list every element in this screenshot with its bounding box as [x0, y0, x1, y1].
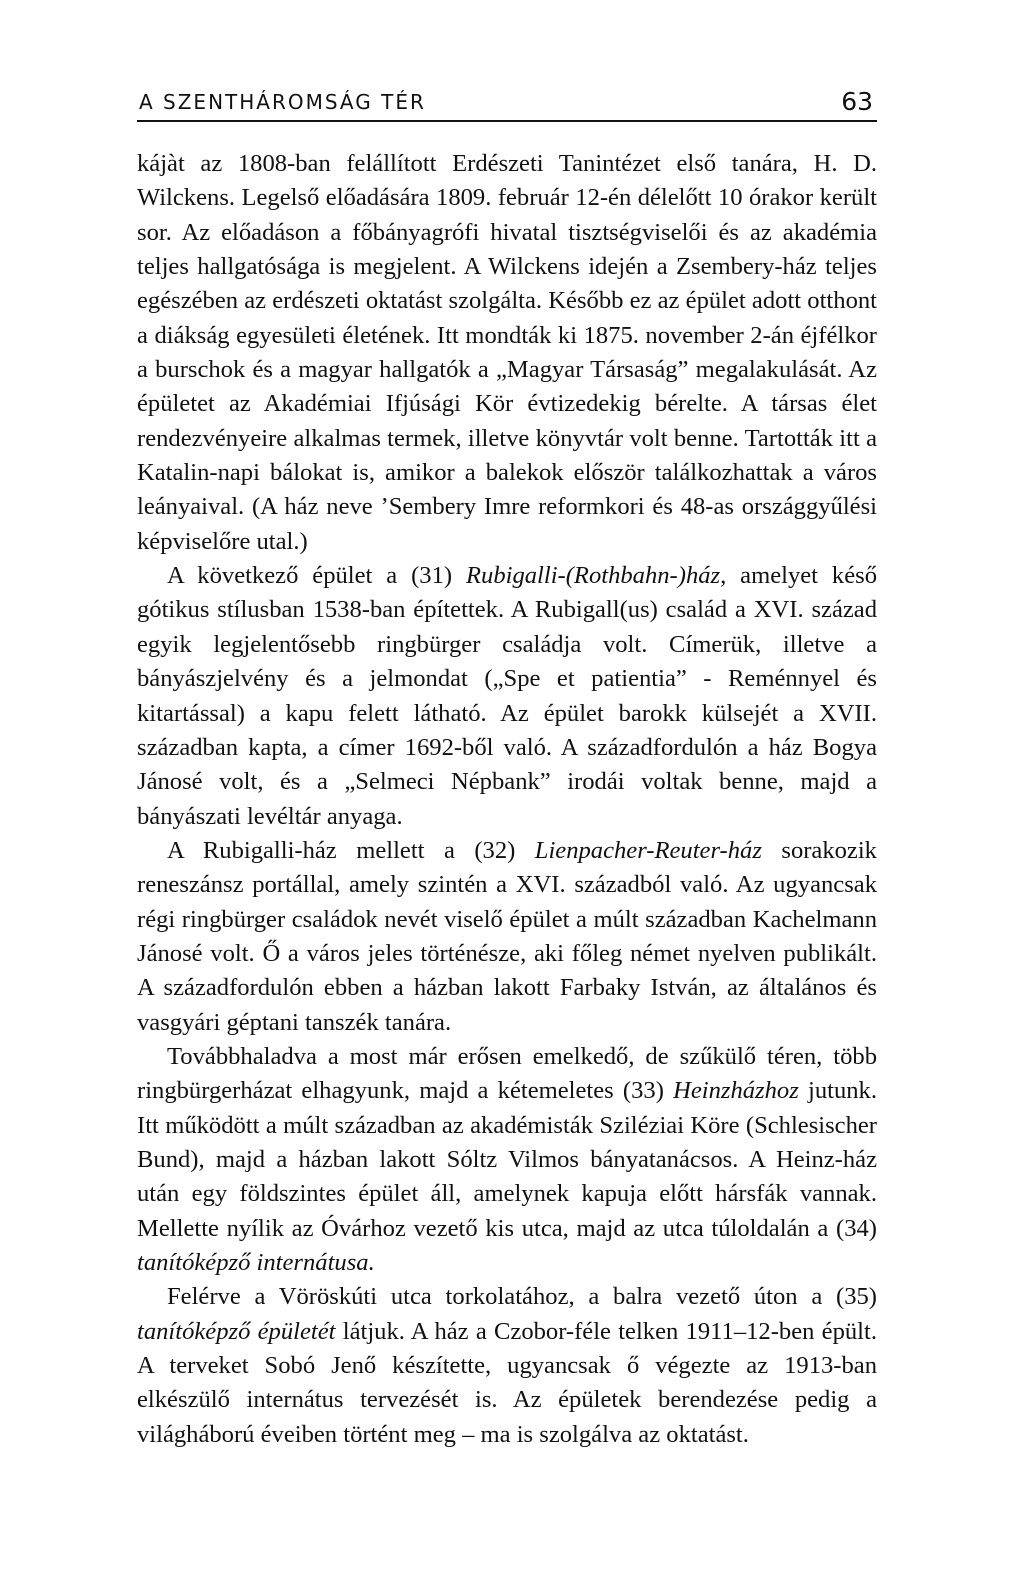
book-page [137, 78, 877, 1452]
paragraph-3-text-b: sorakozik reneszánsz portállal, amely szintén a XVI. századból való. Az ugyancsak régi ringbürger családok nevét viselő épület a múlt században Kachelmann Jánosé volt. Ő a város jeles történésze, aki főleg német nyelven publikált. A századfordulón ebben a házban lakott Farbaky István, az általános és vasgyári géptani tanszék tanára. [137, 836, 877, 1036]
paragraph-4-text-a: Továbbhaladva a most már erősen emelkedő, de szűkülő téren, több ringbürgerházat elhagyunk, majd a kétemeletes (33) [137, 1042, 877, 1105]
building-name-internatus: tanítóképző internátusa. [137, 1249, 375, 1276]
body-text [137, 147, 877, 1452]
paragraph-2-text-b: amelyet késő gótikus stílusban 1538-ban építettek. A Rubigall(us) család a XVI. század egyik legjelentősebb ringbürger családja volt. Címerük, illetve a bányászjelvény és a jelmondat („Spe et patientia” - Reménnyel és kitartással) a kapu felett látható. Az épület barokk külsejét a XVII. században kapta, a címer 1692-ből való. A századfordulón a ház Bogya Jánosé volt, és a „Selmeci Népbank” irodái voltak benne, majd a bányászati levéltár anyaga. [137, 562, 878, 830]
building-name-tanitokepzo: tanítóképző épületét [137, 1317, 336, 1345]
paragraph-1 [137, 147, 877, 559]
paragraph-3 [137, 834, 877, 1040]
paragraph-5-text-b: látjuk. A ház a Czobor-féle telken 1911–12-ben épült. A terveket Sobó Jenő készítette, ugyancsak ő végezte az 1913-ban elkészülő internátus tervezését is. Az épületek berendezése pedig a világháború éveiben történt meg – ma is szolgálva az oktatást. [137, 1317, 877, 1448]
building-name-heinz: Heinzházhoz [673, 1077, 799, 1105]
page-number: 63 [841, 87, 873, 116]
paragraph-5 [137, 1280, 877, 1452]
building-name-lienpacher: Lienpacher-Reuter-ház [534, 836, 762, 864]
paragraph-2-text-a: A következő épület a (31) [167, 562, 466, 590]
building-name-rubigalli: Rubigalli-(Rothbahn-)ház, [466, 562, 727, 590]
paragraph-2 [137, 559, 877, 834]
running-header [137, 78, 877, 122]
paragraph-5-text-a: Felérve a Vöröskúti utca torkolatához, a balra vezető úton a (35) [167, 1283, 877, 1311]
paragraph-3-text-a: A Rubigalli-ház mellett a (32) [167, 836, 535, 864]
paragraph-4-text-b: jutunk. Itt működött a múlt században az akadémisták Sziléziai Köre (Schlesischer Bund), majd a házban lakott Sóltz Vilmos bányatanácsos. A Heinz-ház után egy földszintes épület áll, amelynek kapuja előtt hársfák vannak. Mellette nyílik az Óvárhoz vezető kis utca, majd az utca túloldalán a (34) [137, 1077, 877, 1242]
paragraph-1-text: kájàt az 1808-ban felállított Erdészeti Tanintézet első tanára, H. D. Wilckens. Legelső előadására 1809. február 12-én délelőtt 10 órakor került sor. Az előadáson a főbányagrófi hivatal tisztségviselői és az akadémia teljes hallgatósága is megjelent. A Wilckens idején a Zsembery-ház teljes egészében az erdészeti oktatást szolgálta. Később ez az épület adott otthont a diákság egyesületi életének. Itt mondták ki 1875. november 2-án éjfélkor a burschok és a magyar hallgatók a „Magyar Társaság” megalakulását. Az épületet az Akadémiai Ifjúsági Kör évtizedekig bérelte. A társas élet rendezvényeire alkalmas termek, illetve könyvtár volt benne. Tartották itt a Katalin-napi bálokat is, amikor a balekok először találkozhattak a város leányaival. (A ház neve ’Sembery Imre reformkori és 48-as országgyűlési képviselőre utal.) [137, 150, 877, 555]
running-title: A SZENTHÁROMSÁG TÉR [139, 90, 426, 114]
paragraph-4 [137, 1040, 877, 1280]
